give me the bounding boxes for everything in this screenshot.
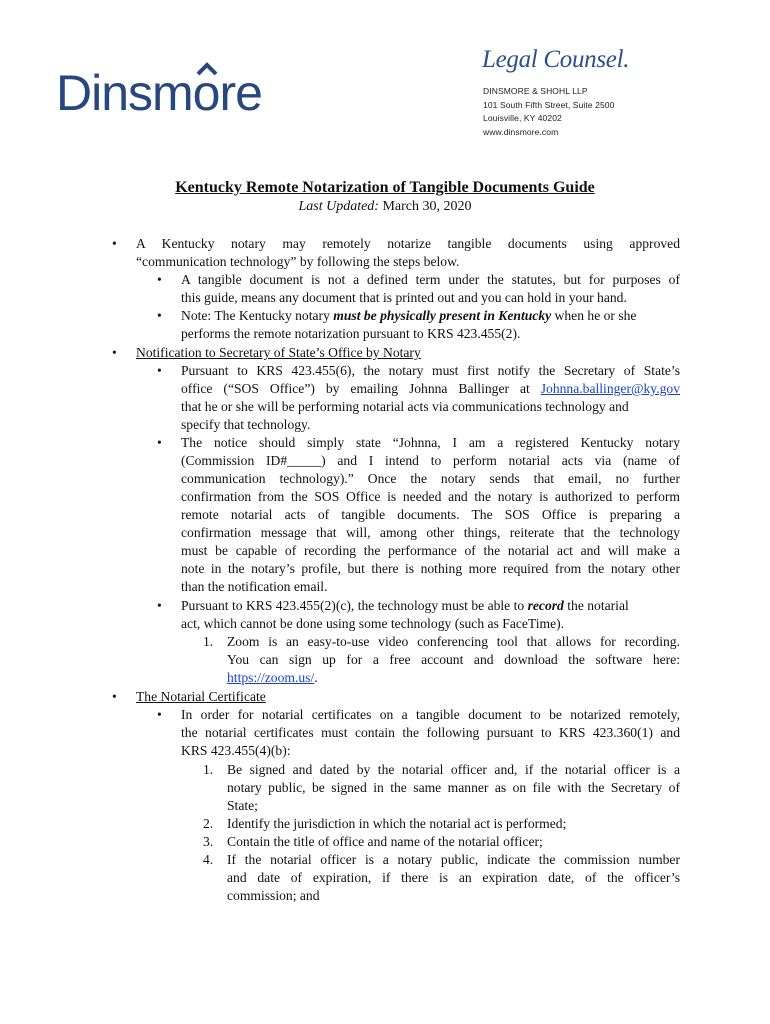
document-title: Kentucky Remote Notarization of Tangible Documents Guide [175, 179, 595, 196]
paragraph-line: A tangible document is not a defined term under the statutes, but for purposes of [181, 272, 680, 287]
sub-bullet: • [157, 363, 162, 378]
list-number: 1. [203, 634, 214, 649]
tagline: Legal Counsel. [482, 46, 630, 73]
paragraph-line: act, which cannot be done using some technology (such as FaceTime). [181, 616, 565, 631]
last-updated-label: Last Updated: [298, 199, 379, 214]
sub-bullet: • [157, 598, 162, 613]
list-number: 4. [203, 852, 214, 867]
paragraph-line: (Commission ID#_____) and I intend to perform notarial acts via (name of [181, 453, 680, 468]
paragraph-line: the notarial certificates must contain the following pursuant to KRS 423.360(1) and [181, 725, 680, 740]
paragraph-line: The notice should simply state “Johnna, I am a registered Kentucky notary [181, 435, 680, 450]
paragraph-line: Be signed and dated by the notarial officer and, if the notarial officer is a [227, 762, 680, 777]
text-run: Pursuant to KRS 423.455(2)(c), the technology must be able to [181, 598, 528, 613]
sub-bullet: • [157, 707, 162, 722]
paragraph-line [181, 307, 636, 325]
paragraph-line: KRS 423.455(4)(b): [181, 743, 291, 758]
last-updated-date: March 30, 2020 [382, 199, 472, 214]
paragraph-line: confirmation message that will, among other things, reiterate that the technology [181, 525, 680, 540]
list-number: 1. [203, 762, 214, 777]
email-link[interactable]: Johnna.ballinger@ky.gov [540, 381, 680, 396]
text-run: office (“SOS Office”) by emailing Johnna Ballinger at [181, 381, 541, 396]
paragraph-line: performs the remote notarization pursuant to KRS 423.455(2). [181, 326, 521, 341]
last-updated [0, 199, 770, 215]
section-heading: Notification to Secretary of State’s Office by Notary [136, 345, 421, 360]
paragraph-line [181, 597, 629, 615]
section-heading: The Notarial Certificate [136, 689, 266, 704]
text-run: Note: The Kentucky notary [181, 308, 334, 323]
logo-graphic [56, 62, 268, 118]
paragraph-line: communication technology).” Once the notary sends that email, no further [181, 471, 680, 486]
address-line: DINSMORE & SHOHL LLP [483, 86, 588, 96]
paragraph-line: confirmation from the SOS Office is needed and the notary is authorized to perform [181, 489, 680, 504]
paragraph-line: If the notarial officer is a notary public, indicate the commission number [227, 852, 680, 867]
address-line: 101 South Fifth Street, Suite 2500 [483, 99, 615, 110]
paragraph-line: Identify the jurisdiction in which the notarial act is performed; [227, 816, 567, 831]
address-line: Louisville, KY 40202 [483, 113, 562, 123]
list-number: 3. [203, 834, 214, 849]
paragraph-line [181, 380, 680, 398]
zoom-link[interactable]: https://zoom.us/ [227, 670, 315, 685]
paragraph-line: In order for notarial certificates on a tangible document to be notarized remotely, [181, 707, 680, 722]
logo-text: Dinsmore [56, 65, 262, 118]
bullet: • [112, 689, 117, 704]
paragraph-line: “communication technology” by following the steps below. [136, 254, 460, 269]
paragraph-line: You can sign up for a free account and download the software here: [227, 652, 680, 667]
paragraph-line: A Kentucky notary may remotely notarize tangible documents using approved [136, 236, 680, 251]
emphasis-text: must be physically present in Kentucky [333, 308, 552, 323]
text-run: the notarial [563, 598, 629, 613]
paragraph-line: notary public, be signed in the same manner as on file with the Secretary of [227, 780, 680, 795]
list-number: 2. [203, 816, 214, 831]
bullet: • [112, 345, 117, 360]
emphasis-text: record [527, 598, 564, 613]
paragraph-line: Contain the title of office and name of the notarial officer; [227, 834, 543, 849]
sub-bullet: • [157, 435, 162, 450]
sub-bullet: • [157, 272, 162, 287]
bullet: • [112, 236, 117, 251]
firm-address [483, 85, 614, 139]
paragraph-line: than the notification email. [181, 579, 328, 594]
paragraph-line: Zoom is an easy-to-use video conferencing tool that allows for recording. [227, 634, 680, 649]
paragraph-line: commission; and [227, 888, 320, 903]
address-line[interactable]: www.dinsmore.com [483, 126, 559, 137]
paragraph-line: remote notarial acts of tangible documents. The SOS Office is preparing a [181, 507, 680, 522]
dinsmore-logo [56, 62, 268, 118]
paragraph-line: State; [227, 798, 258, 813]
paragraph-line: specify that technology. [181, 417, 311, 432]
sub-bullet: • [157, 308, 162, 323]
paragraph-line: this guide, means any document that is printed out and you can hold in your hand. [181, 290, 627, 305]
paragraph-line: that he or she will be performing notarial acts via communications technology and [181, 399, 629, 414]
text-run: when he or she [551, 308, 637, 323]
paragraph-line: must be capable of recording the performance of the notarial act and will make a [181, 543, 680, 558]
paragraph-line: Pursuant to KRS 423.455(6), the notary must first notify the Secretary of State’s [181, 363, 680, 378]
text-run: . [314, 670, 318, 685]
paragraph-line [227, 669, 318, 687]
paragraph-line: note in the notary’s profile, but there is nothing more required from the notary other [181, 561, 680, 576]
paragraph-line: and date of expiration, if there is an expiration date, of the officer’s [227, 870, 680, 885]
